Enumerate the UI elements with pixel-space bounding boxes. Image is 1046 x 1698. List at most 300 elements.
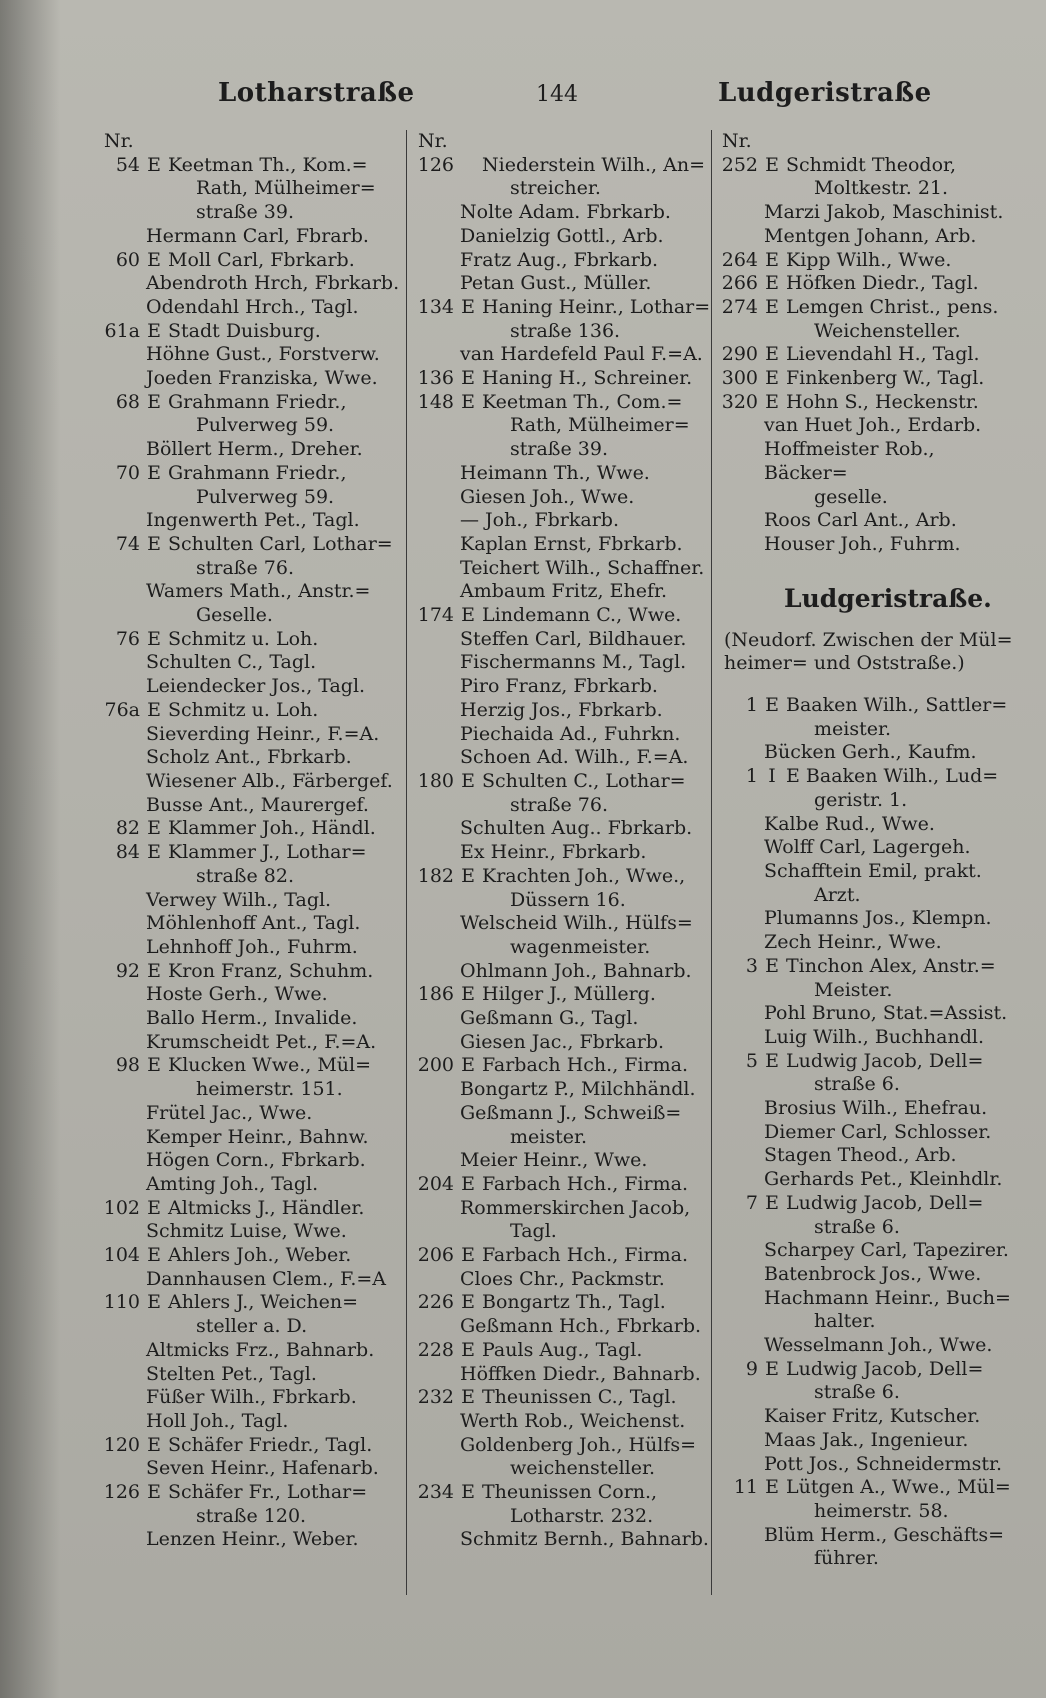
street-description: (Neudorf. Zwischen der Mül= [724,628,1013,651]
directory-entry [410,1481,712,1505]
house-number: 200 [417,1054,454,1077]
resident-line: Lenzen Heinr., Weber. [146,1528,359,1551]
resident-line: Scharpey Carl, Tapezirer. [764,1239,1009,1262]
number-column-label: Nr. [418,130,448,152]
continuation-line: wagenmeister. [510,935,651,958]
house-number: 174 [417,604,454,627]
house-number: 148 [417,390,454,413]
number-column-label: Nr. [722,130,752,152]
directory-entry [410,1173,712,1197]
resident-line: Verwey Wilh., Tagl. [146,888,332,911]
owner-mark: E [765,1476,779,1499]
resident-line: Marzi Jakob, Maschinist. [764,201,1004,224]
owner-mark: E [147,532,161,555]
owner-mark: E [147,1433,161,1456]
resident-line: Hermann Carl, Fbrarb. [146,224,369,247]
directory-entry [96,1291,406,1315]
resident-line: van Hardefeld Paul F.=A. [460,343,703,366]
owner-mark: E [147,461,161,484]
right-running-title: Ludgeristraße [718,78,932,108]
house-number: 1 [745,694,758,717]
resident-text: Kipp Wilh., Wwe. [786,248,952,271]
resident-text: Lütgen A., Wwe., Mül= [786,1476,1011,1499]
resident-line: Schafftein Emil, prakt. [764,859,982,882]
directory-entry [714,1050,1016,1074]
directory-entry [96,1054,406,1078]
resident-line: Gerhards Pet., Kleinhdlr. [764,1168,1003,1191]
page-number: 144 [536,82,578,107]
house-number: 320 [721,390,758,413]
resident-line: Goldenberg Joh., Hülfs= [460,1433,697,1456]
resident-line: Steffen Carl, Bildhauer. [460,627,687,650]
resident-text: Klucken Wwe., Mül= [168,1054,372,1077]
resident-line: van Huet Joh., Erdarb. [764,414,982,437]
continuation-line: straße 6. [814,1073,900,1096]
resident-text: Moll Carl, Fbrkarb. [168,248,355,271]
resident-text: Farbach Hch., Firma. [482,1244,689,1267]
house-number: 76 [115,627,140,650]
directory-entry [410,391,712,415]
house-number: 84 [115,841,140,864]
continuation-line: straße 39. [510,438,608,461]
directory-entry [410,1339,712,1363]
house-number: 70 [115,461,140,484]
resident-line: Möhlenhoff Ant., Tagl. [146,912,361,935]
owner-mark: E [461,1338,475,1361]
directory-entry [96,391,406,415]
resident-line: Batenbrock Jos., Wwe. [764,1262,982,1285]
owner-mark: E [147,698,161,721]
resident-line: Odendahl Hrch., Tagl. [146,295,359,318]
resident-line: Hachmann Heinr., Buch= [764,1286,1011,1309]
resident-line: Mentgen Johann, Arb. [764,224,977,247]
continuation-line: straße 6. [814,1215,900,1238]
house-number: 110 [103,1291,140,1314]
resident-line: Giesen Jac., Fbrkarb. [460,1030,665,1053]
continuation-line: halter. [814,1310,876,1333]
house-number: 68 [115,390,140,413]
resident-line: Hoffmeister Rob., Bäcker= [764,438,935,484]
street-heading: Ludgeristraße. [784,583,992,613]
resident-line: Nolte Adam. Fbrkarb. [460,201,671,224]
resident-text: Grahmann Friedr., [168,390,347,413]
directory-entry [714,249,1016,273]
resident-text: Schmitz u. Loh. [168,627,319,650]
owner-mark: E [765,343,779,366]
continuation-line: geselle. [814,485,888,508]
directory-entry [714,1476,1016,1500]
owner-mark: E [765,694,779,717]
continuation-line: straße 76. [196,556,294,579]
resident-text: Niederstein Wilh., An= [482,153,705,176]
house-number: 74 [115,532,140,555]
house-number: 1 [745,765,758,788]
resident-line: Frütel Jac., Wwe. [146,1101,313,1124]
resident-text: Stadt Duisburg. [168,319,321,342]
directory-entry [96,628,406,652]
resident-text: Keetman Th., Com.= [482,390,683,413]
resident-text: Schäfer Friedr., Tagl. [168,1433,373,1456]
resident-text: Kron Franz, Schuhm. [168,959,374,982]
resident-line: Schmitz Bernh., Bahnarb. [460,1528,709,1551]
house-number: 180 [417,769,454,792]
owner-mark: E [765,954,779,977]
house-number: 11 [733,1476,758,1499]
resident-line: Joeden Franziska, Wwe. [146,367,378,390]
column-middle [410,130,712,1552]
resident-text: Bongartz Th., Tagl. [482,1291,666,1314]
resident-line: Zech Heinr., Wwe. [764,931,942,954]
resident-line: Schmitz Luise, Wwe. [146,1220,347,1243]
owner-mark: E [147,390,161,413]
resident-line: Bongartz P., Milchhändl. [460,1078,696,1101]
resident-text: Ludwig Jacob, Dell= [786,1357,984,1380]
house-number: 54 [115,153,140,176]
continuation-line: Pulverweg 59. [196,414,335,437]
resident-line: Amting Joh., Tagl. [146,1172,319,1195]
directory-entry [410,367,712,391]
directory-entry [714,1358,1016,1382]
resident-line: Kaplan Ernst, Fbrkarb. [460,532,683,555]
resident-line: Busse Ant., Maurergef. [146,793,369,816]
resident-text: Lievendahl H., Tagl. [786,343,980,366]
resident-line: Böllert Herm., Dreher. [146,438,363,461]
directory-entry [96,1197,406,1221]
owner-mark: E [147,841,161,864]
continuation-line: führer. [814,1547,879,1570]
resident-text: Haning Heinr., Lothar= [482,295,711,318]
resident-text: Ludwig Jacob, Dell= [786,1191,984,1214]
directory-entry [410,1291,712,1315]
continuation-line: straße 6. [814,1381,900,1404]
owner-mark: E [765,390,779,413]
house-number: 290 [721,343,758,366]
owner-mark: E [461,1172,475,1195]
owner-mark: E [147,1291,161,1314]
owner-mark: E [147,1196,161,1219]
resident-text: Schulten C., Lothar= [482,769,686,792]
resident-line: Ohlmann Joh., Bahnarb. [460,959,692,982]
directory-entry [96,841,406,865]
directory-entry [96,249,406,273]
resident-line: Seven Heinr., Hafenarb. [146,1457,379,1480]
resident-line: Hoste Gerh., Wwe. [146,983,328,1006]
resident-line: Abendroth Hrch, Fbrkarb. [146,272,400,295]
resident-line: Bücken Gerh., Kaufm. [764,741,977,764]
house-number: 206 [417,1244,454,1267]
resident-line: Kalbe Rud., Wwe. [764,812,935,835]
resident-line: Kaiser Fritz, Kutscher. [764,1405,981,1428]
resident-text: Hohn S., Heckenstr. [786,390,979,413]
house-number: 226 [417,1291,454,1314]
continuation-line: Arzt. [814,883,861,906]
owner-mark: E [765,153,779,176]
owner-mark: E [461,1481,475,1504]
house-number: 60 [115,248,140,271]
house-number: 82 [115,817,140,840]
continuation-line: straße 136. [510,319,621,342]
continuation-line: Tagl. [510,1220,557,1243]
resident-line: Wolff Carl, Lagergeh. [764,836,971,859]
house-number: 7 [745,1191,758,1214]
owner-mark: E [147,1244,161,1267]
resident-text: Grahmann Friedr., [168,461,347,484]
directory-entry [714,1192,1016,1216]
continuation-line: Düssern 16. [510,888,626,911]
owner-mark: E [765,272,779,295]
resident-text: Keetman Th., Kom.= [168,153,368,176]
directory-entry [96,817,406,841]
continuation-line: geristr. 1. [814,788,908,811]
left-running-title: Lotharstraße [218,78,415,108]
resident-line: Pott Jos., Schneidermstr. [764,1452,1003,1475]
resident-line: Piro Franz, Fbrkarb. [460,675,658,698]
resident-text: Lindemann C., Wwe. [482,604,682,627]
house-number: 264 [721,248,758,271]
resident-text: Schmitz u. Loh. [168,698,319,721]
directory-entry [410,770,712,794]
resident-line: Houser Joh., Fuhrm. [764,532,961,555]
street-description: heimer= und Oststraße.) [724,652,965,675]
resident-text: Hilger J., Müllerg. [482,983,656,1006]
directory-entry [96,1481,406,1505]
owner-mark: E [147,319,161,342]
directory-entry [714,343,1016,367]
directory-entry [714,296,1016,320]
continuation-line: straße 76. [510,793,608,816]
house-number: 120 [103,1433,140,1456]
resident-text: Haning H., Schreiner. [482,367,693,390]
resident-text: Farbach Hch., Firma. [482,1172,689,1195]
resident-text: Baaken Wilh., Sattler= [786,694,1008,717]
resident-line: Höffken Diedr., Bahnarb. [460,1362,701,1385]
owner-mark: E [765,1049,779,1072]
resident-text: Ahlers J., Weichen= [168,1291,358,1314]
resident-line: Schoen Ad. Wilh., F.=A. [460,746,689,769]
directory-entry [714,955,1016,979]
resident-line: Scholz Ant., Fbrkarb. [146,746,352,769]
resident-line: Ex Heinr., Fbrkarb. [460,841,647,864]
resident-text: Klammer Joh., Händl. [168,817,376,840]
continuation-line: Weichensteller. [814,319,961,342]
owner-mark: E [461,1291,475,1314]
resident-text: Schäfer Fr., Lothar= [168,1481,368,1504]
house-number: 204 [417,1172,454,1195]
continuation-line: heimerstr. 58. [814,1499,949,1522]
directory-entry [410,296,712,320]
column-right [714,130,1016,1571]
continuation-line: heimerstr. 151. [196,1078,343,1101]
owner-mark: E [147,959,161,982]
resident-line: Schulten Aug.. Fbrkarb. [460,817,693,840]
directory-entry [410,154,712,178]
column-divider [711,130,712,1595]
resident-line: Schulten C., Tagl. [146,651,317,674]
owner-mark: E [461,367,475,390]
continuation-line: Rath, Mülheimer= [510,414,690,437]
resident-line: Welscheid Wilh., Hülfs= [460,912,693,935]
column-divider [406,130,407,1595]
house-number: 5 [745,1049,758,1072]
directory-entry [410,983,712,1007]
directory-entry [96,699,406,723]
directory-entry [96,462,406,486]
house-number: 186 [417,983,454,1006]
continuation-line: Moltkestr. 21. [814,177,949,200]
owner-mark: E [147,153,161,176]
house-number: 102 [103,1196,140,1219]
resident-line: Werth Rob., Weichenst. [460,1409,686,1432]
owner-mark: E [461,864,475,887]
directory-entry [714,272,1016,296]
resident-text: Höfken Diedr., Tagl. [786,272,979,295]
resident-line: Piechaida Ad., Fuhrkn. [460,722,681,745]
resident-line: Petan Gust., Müller. [460,272,652,295]
resident-line: Rommerskirchen Jacob, [460,1196,691,1219]
continuation-line: steller a. D. [196,1315,308,1338]
continuation-line: streicher. [510,177,601,200]
resident-line: Teichert Wilh., Schaffner. [460,556,705,579]
owner-mark: E [147,248,161,271]
house-number: 92 [115,959,140,982]
directory-entry [410,1054,712,1078]
house-number: 182 [417,864,454,887]
continuation-line: Meister. [814,978,893,1001]
resident-line: Geßmann G., Tagl. [460,1007,639,1030]
directory-entry [410,865,712,889]
directory-entry [714,154,1016,178]
owner-mark: E [461,1244,475,1267]
resident-line: Ambaum Fritz, Ehefr. [460,580,668,603]
owner-mark: E [765,248,779,271]
resident-line: — Joh., Fbrkarb. [460,509,620,532]
owner-mark: E [765,1357,779,1380]
resident-line: Herzig Jos., Fbrkarb. [460,698,663,721]
house-number: 234 [417,1481,454,1504]
resident-text: Farbach Hch., Firma. [482,1054,689,1077]
owner-mark: E [765,367,779,390]
resident-text: Altmicks J., Händler. [168,1196,365,1219]
owner-mark: E [461,604,475,627]
owner-mark: E [461,390,475,413]
resident-line: Höhne Gust., Forstverw. [146,343,380,366]
continuation-line: Pulverweg 59. [196,485,335,508]
house-number: 228 [417,1338,454,1361]
resident-line: Dannhausen Clem., F.=A [146,1267,387,1290]
resident-line: Roos Carl Ant., Arb. [764,509,957,532]
directory-entry [714,694,1016,718]
house-number: 98 [115,1054,140,1077]
owner-mark: E [461,769,475,792]
directory-entry [96,533,406,557]
house-number: 232 [417,1386,454,1409]
directory-entry [410,604,712,628]
house-number: 104 [103,1244,140,1267]
house-number: 9 [745,1357,758,1380]
resident-line: Altmicks Frz., Bahnarb. [146,1338,375,1361]
resident-text: Ahlers Joh., Weber. [168,1244,352,1267]
resident-line: Luig Wilh., Buchhandl. [764,1025,984,1048]
house-number: 76a [104,698,140,721]
house-number: 266 [721,272,758,295]
owner-mark: E [765,295,779,318]
house-number: 136 [417,367,454,390]
directory-entry [96,154,406,178]
resident-text: Tinchon Alex, Anstr.= [786,954,996,977]
resident-text: Krachten Joh., Wwe., [482,864,686,887]
house-number: 252 [721,153,758,176]
resident-line: Maas Jak., Ingenieur. [764,1428,969,1451]
resident-text: Theunissen C., Tagl. [482,1386,677,1409]
resident-line: Högen Corn., Fbrkarb. [146,1149,366,1172]
resident-text: Finkenberg W., Tagl. [786,367,985,390]
resident-line: Leiendecker Jos., Tagl. [146,675,366,698]
house-number: 61a [104,319,140,342]
resident-line: Lehnhoff Joh., Fuhrm. [146,935,358,958]
resident-line: Krumscheidt Pet., F.=A. [146,1030,377,1053]
resident-line: Fratz Aug., Fbrkarb. [460,248,659,271]
resident-line: Fischermanns M., Tagl. [460,651,687,674]
spacer [714,676,1016,694]
owner-mark: E [765,1191,779,1214]
owner-mark: I [768,765,776,788]
resident-line: Stelten Pet., Tagl. [146,1362,317,1385]
resident-line: Ballo Herm., Invalide. [146,1007,358,1030]
owner-mark: E [147,1054,161,1077]
resident-line: Stagen Theod., Arb. [764,1144,957,1167]
resident-line: Füßer Wilh., Fbrkarb. [146,1386,357,1409]
continuation-line: meister. [510,1125,588,1148]
directory-entry [410,1386,712,1410]
resident-text: Klammer J., Lothar= [168,841,367,864]
house-number: 274 [721,295,758,318]
house-number: 126 [103,1481,140,1504]
house-number: 126 [417,153,454,176]
resident-line: Sieverding Heinr., F.=A. [146,722,380,745]
resident-line: Diemer Carl, Schlosser. [764,1120,992,1143]
directory-entry [714,367,1016,391]
resident-line: Plumanns Jos., Klempn. [764,907,992,930]
continuation-line: meister. [814,717,892,740]
resident-text: Ludwig Jacob, Dell= [786,1049,984,1072]
resident-line: Cloes Chr., Packmstr. [460,1267,665,1290]
owner-mark: E [461,295,475,318]
resident-text: Lemgen Christ., pens. [786,295,999,318]
resident-line: Holl Joh., Tagl. [146,1409,289,1432]
resident-line: Wamers Math., Anstr.= [146,580,371,603]
resident-line: Meier Heinr., Wwe. [460,1149,648,1172]
continuation-line: weichensteller. [510,1457,656,1480]
column-left [96,130,406,1552]
continuation-line: straße 120. [196,1504,307,1527]
continuation-line: straße 39. [196,201,294,224]
owner-mark: E [461,983,475,1006]
resident-line: Blüm Herm., Geschäfts= [764,1523,1005,1546]
resident-line: Kemper Heinr., Bahnw. [146,1125,369,1148]
resident-line: Heimann Th., Wwe. [460,461,650,484]
house-number: 300 [721,367,758,390]
owner-mark: E [147,1481,161,1504]
resident-text: Schmidt Theodor, [786,153,957,176]
continuation-line: Lotharstr. 232. [510,1504,654,1527]
resident-text: Schulten Carl, Lothar= [168,532,393,555]
directory-entry [410,1244,712,1268]
owner-mark: E [147,627,161,650]
owner-mark: E [461,1386,475,1409]
directory-entry [96,1434,406,1458]
owner-mark: E [461,1054,475,1077]
resident-text: E Baaken Wilh., Lud= [786,765,999,788]
